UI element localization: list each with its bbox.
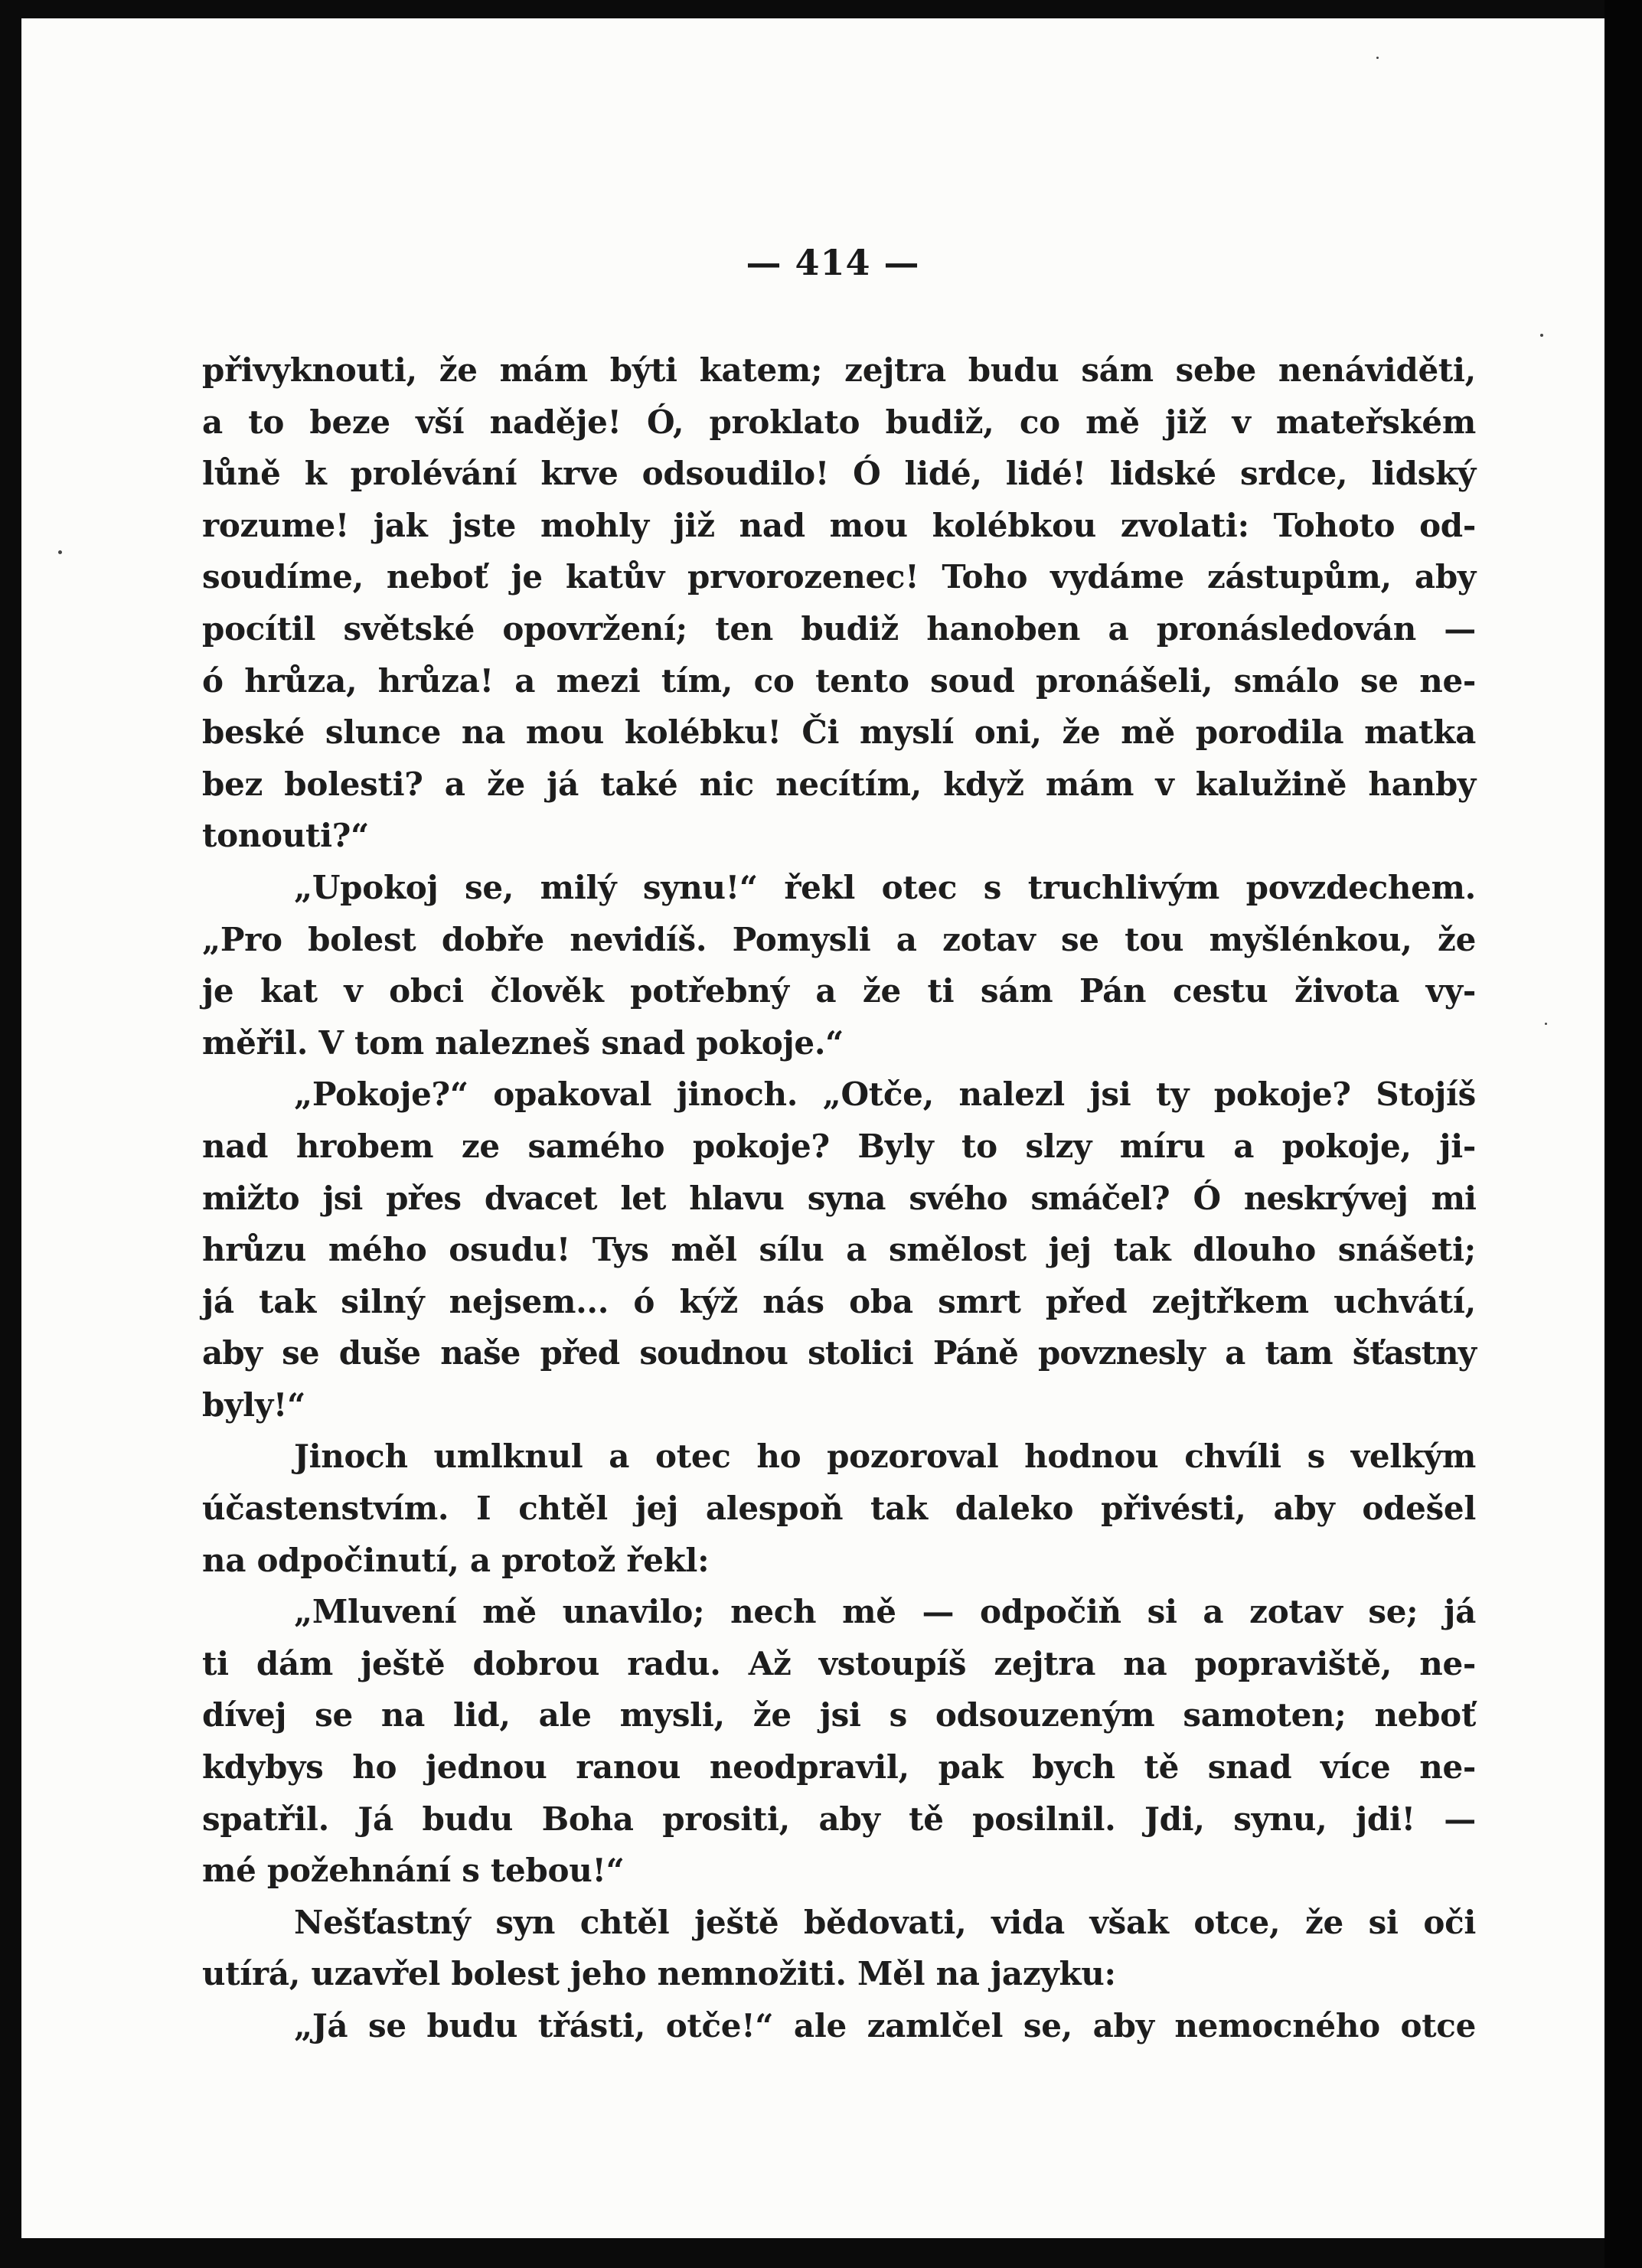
- text-line: „Pokoje?“ opakoval jinoch. „Otče, nalezl jsi ty pokoje? Stojíš: [294, 1075, 1476, 1114]
- text-line: ti dám ještě dobrou radu. Až vstoupíš zejtra na popraviště, ne-: [202, 1644, 1476, 1682]
- text-line: beské slunce na mou kolébku! Či myslí oni, že mě porodila matka: [202, 713, 1476, 752]
- text-line: je kat v obci člověk potřebný a že ti sám Pán cestu života vy-: [202, 972, 1476, 1010]
- scan-speck: [1545, 1023, 1547, 1025]
- text-line: aby se duše naše před soudnou stolici Páně povznesly a tam šťastny: [202, 1334, 1476, 1372]
- book-page: [21, 18, 1604, 2238]
- scan-speck: [1540, 334, 1543, 337]
- scan-speck: [1376, 57, 1379, 59]
- text-line: spatřil. Já budu Boha prositi, aby tě posilnil. Jdi, synu, jdi! —: [202, 1800, 1476, 1838]
- text-line: bez bolesti? a že já také nic necítím, když mám v kalužině hanby: [202, 765, 1476, 803]
- scan-speck: [58, 550, 62, 554]
- text-line: „Upokoj se, milý synu!“ řekl otec s truchlivým povzdechem.: [294, 868, 1476, 906]
- text-line: „Pro bolest dobře nevidíš. Pomysli a zotav se tou myšlénkou, že: [202, 920, 1476, 958]
- text-line: ó hrůza, hrůza! a mezi tím, co tento soud pronášeli, smálo se ne-: [202, 661, 1476, 700]
- text-line: pocítil světské opovržení; ten budiž hanoben a pronásledován —: [202, 609, 1476, 648]
- page-number: — 414 —: [746, 242, 920, 283]
- text-line: soudíme, neboť je katův prvorozenec! Toho vydáme zástupům, aby: [202, 558, 1476, 596]
- text-line: a to beze vší naděje! Ó, proklato budiž, co mě již v mateřském: [202, 403, 1476, 441]
- text-line: byly!“: [202, 1385, 305, 1424]
- text-line: utírá, uzavřel bolest jeho nemnožiti. Měl na jazyku:: [202, 1955, 1116, 1993]
- body-text: [202, 344, 1476, 2052]
- text-line: tonouti?“: [202, 817, 369, 855]
- text-line: mé požehnání s tebou!“: [202, 1852, 625, 1890]
- text-line: nad hrobem ze samého pokoje? Byly to slzy míru a pokoje, ji-: [202, 1127, 1476, 1165]
- text-line: já tak silný nejsem... ó kýž nás oba smrt před zejtřkem uchvátí,: [202, 1282, 1476, 1320]
- text-line: hrůzu mého osudu! Tys měl sílu a smělost jej tak dlouho snášeti;: [202, 1231, 1476, 1269]
- text-line: měřil. V tom nalezneš snad pokoje.“: [202, 1023, 844, 1062]
- text-line: mižto jsi přes dvacet let hlavu syna svého smáčel? Ó neskrývej mi: [202, 1179, 1476, 1217]
- text-line: účastenstvím. I chtěl jej alespoň tak daleko přivésti, aby odešel: [202, 1490, 1476, 1528]
- text-line: rozume! jak jste mohly již nad mou kolébkou zvolati: Tohoto od-: [202, 506, 1476, 544]
- text-line: přivyknouti, že mám býti katem; zejtra budu sám sebe nenáviděti,: [202, 351, 1476, 389]
- text-line: „Mluvení mě unavilo; nech mě — odpočiň si a zotav se; já: [294, 1593, 1476, 1631]
- text-line: na odpočinutí, a protož řekl:: [202, 1541, 710, 1579]
- text-line: Nešťastný syn chtěl ještě bědovati, vida však otce, že si oči: [294, 1903, 1476, 1941]
- text-line: „Já se budu třásti, otče!“ ale zamlčel se, aby nemocného otce: [294, 2007, 1476, 2044]
- scan-border: [1604, 0, 1642, 2268]
- text-line: dívej se na lid, ale mysli, že jsi s odsouzeným samoten; neboť: [202, 1696, 1476, 1734]
- text-line: Jinoch umlknul a otec ho pozoroval hodnou chvíli s velkým: [294, 1437, 1476, 1476]
- text-line: kdybys ho jednou ranou neodpravil, pak bych tě snad více ne-: [202, 1748, 1476, 1787]
- text-line: lůně k prolévání krve odsoudilo! Ó lidé, lidé! lidské srdce, lidský: [202, 455, 1476, 493]
